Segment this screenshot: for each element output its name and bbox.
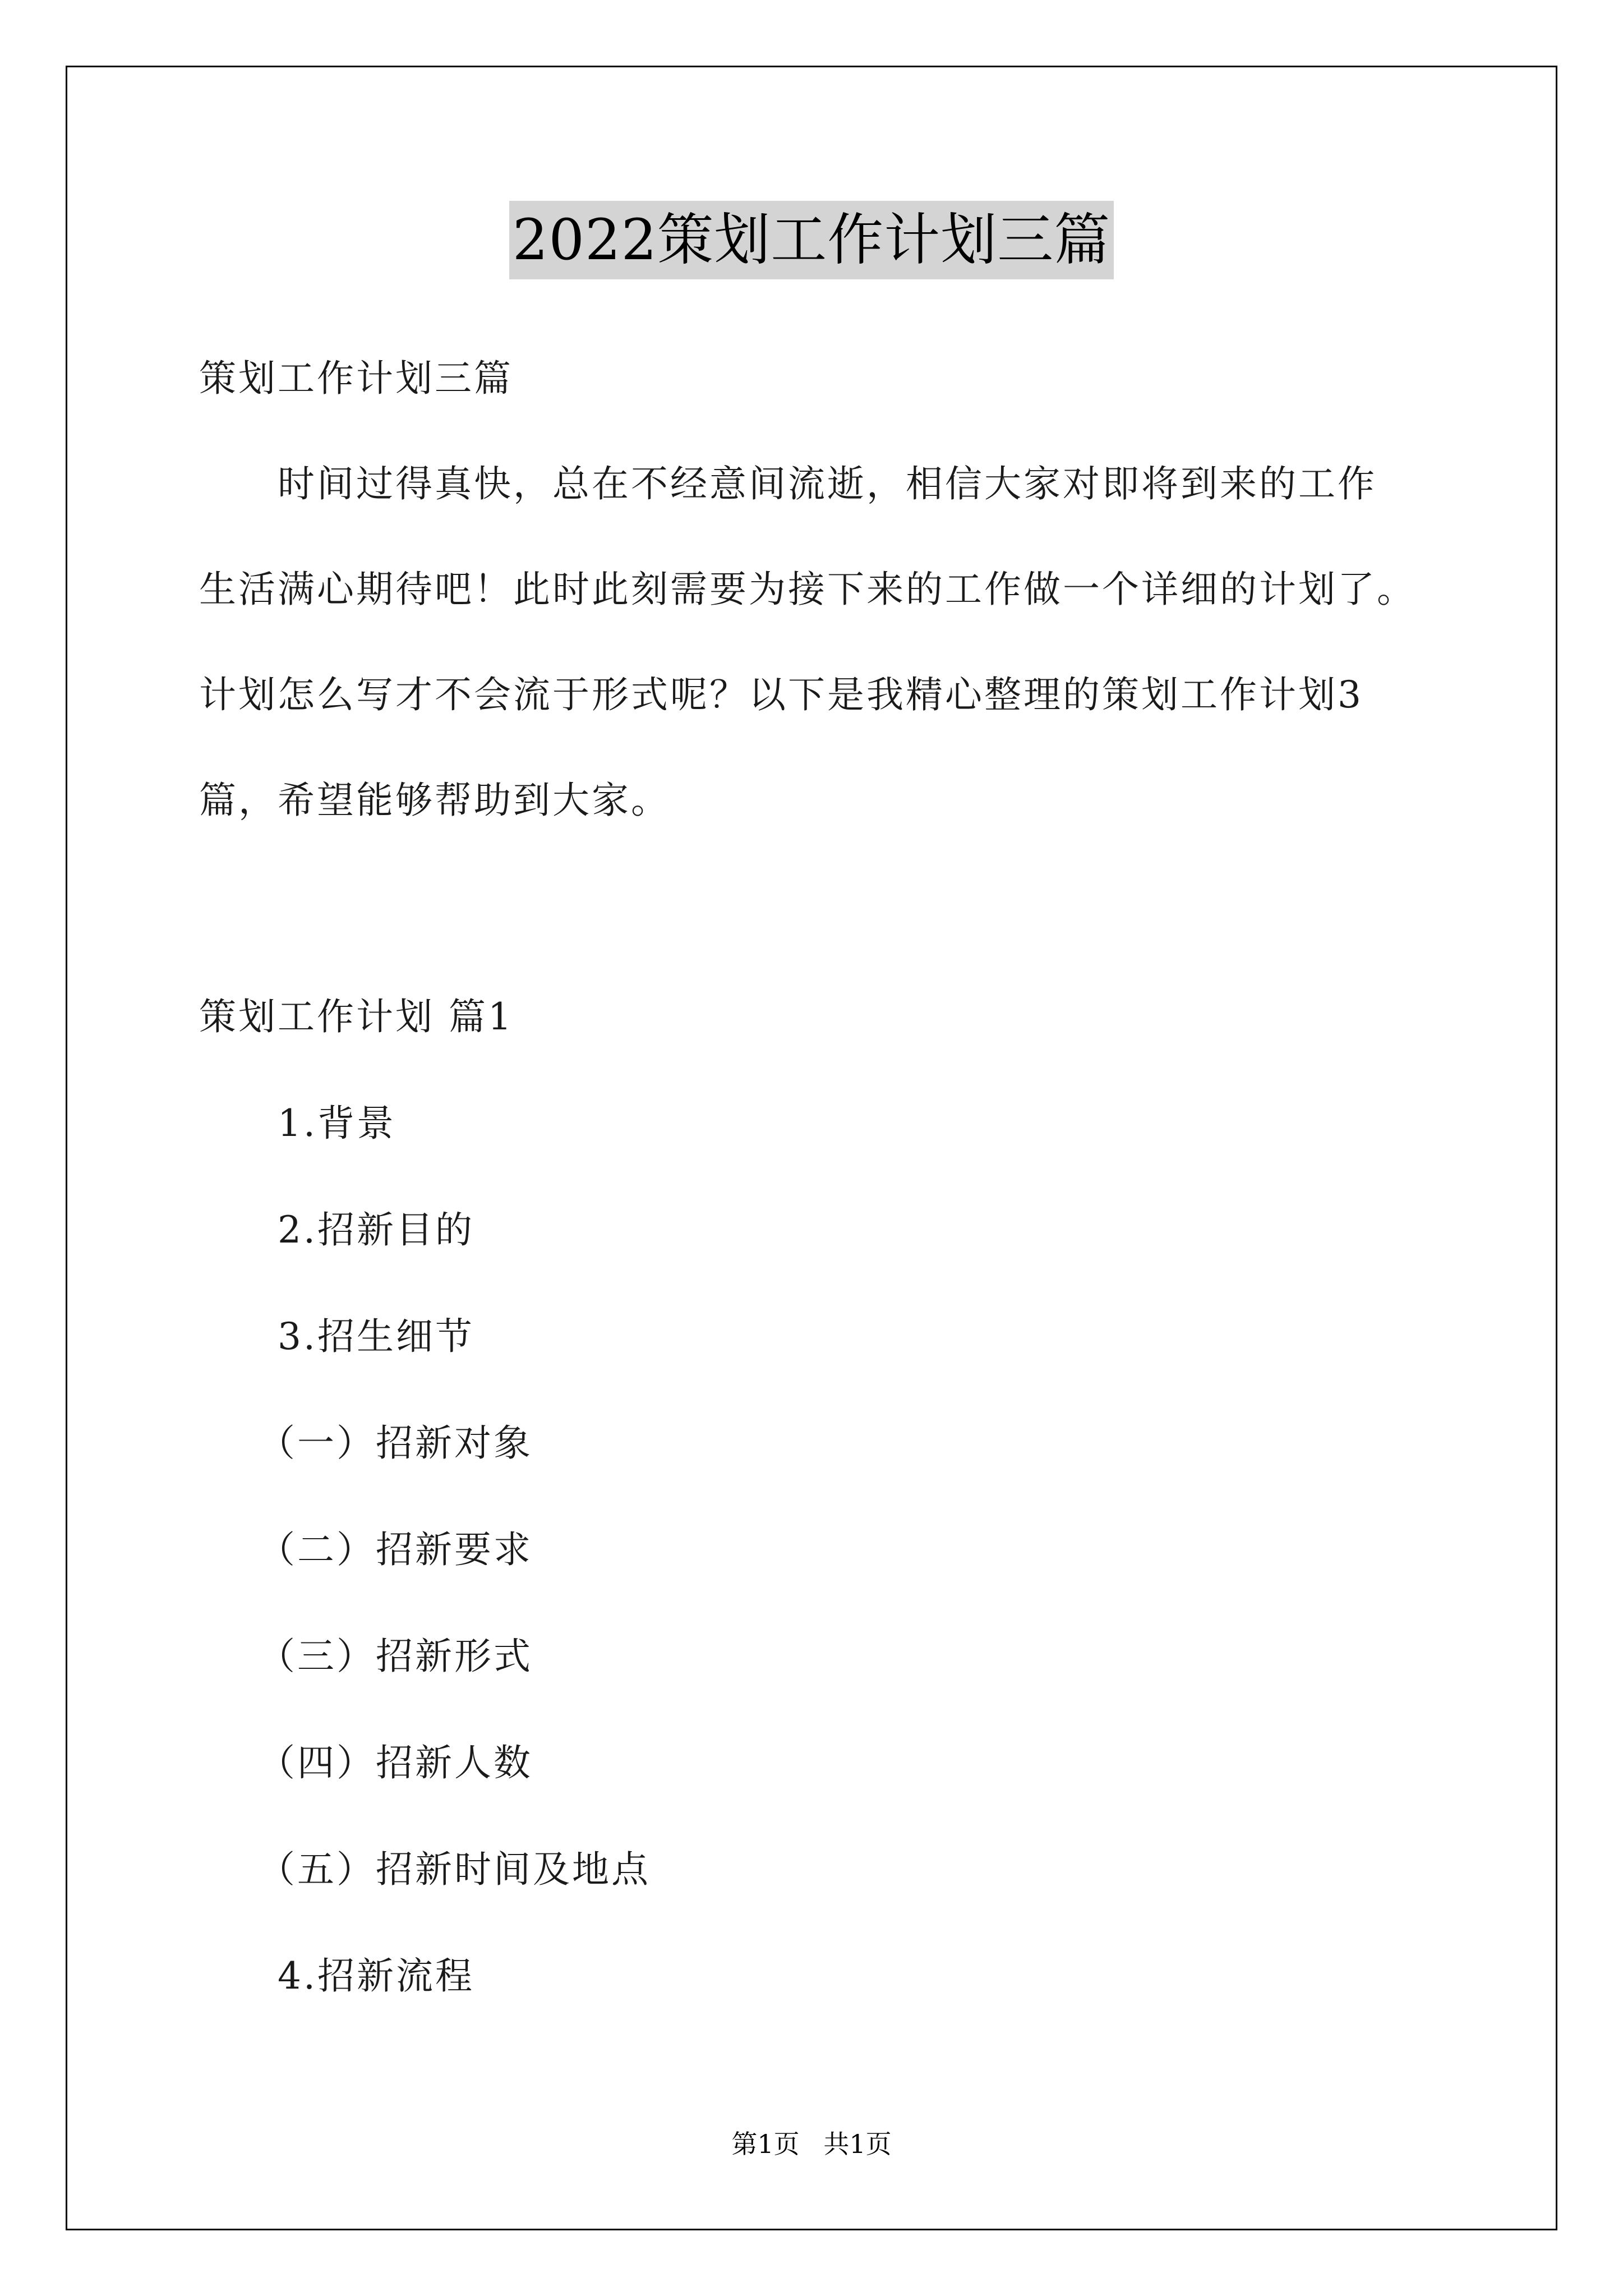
list-item: （五）招新时间及地点 xyxy=(258,1848,651,1891)
page-number: 第1页 xyxy=(731,2129,800,2159)
list-item: 4.招新流程 xyxy=(278,1954,474,1998)
title-container xyxy=(0,201,1623,279)
intro-line-1: 时间过得真快，总在不经意间流逝，相信大家对即将到来的工作 xyxy=(278,462,1377,505)
subtitle: 策划工作计划三篇 xyxy=(199,357,513,400)
intro-line-4: 篇，希望能够帮助到大家。 xyxy=(199,779,670,822)
intro-line-3: 计划怎么写才不会流于形式呢？以下是我精心整理的策划工作计划3 xyxy=(199,673,1363,716)
list-item: （二）招新要求 xyxy=(258,1528,533,1571)
intro-line-2: 生活满心期待吧！此时此刻需要为接下来的工作做一个详细的计划了。 xyxy=(199,568,1416,611)
list-item: （一）招新对象 xyxy=(258,1421,533,1465)
page-footer xyxy=(0,2127,1623,2161)
list-item: （三）招新形式 xyxy=(258,1635,533,1678)
section-heading: 策划工作计划 篇1 xyxy=(199,995,514,1038)
list-item: 1.背景 xyxy=(278,1102,396,1145)
list-item: 2.招新目的 xyxy=(278,1208,474,1251)
document-title: 2022策划工作计划三篇 xyxy=(509,201,1114,279)
list-item: （四）招新人数 xyxy=(258,1741,533,1784)
list-item: 3.招生细节 xyxy=(278,1315,474,1358)
page-total: 共1页 xyxy=(823,2129,892,2159)
